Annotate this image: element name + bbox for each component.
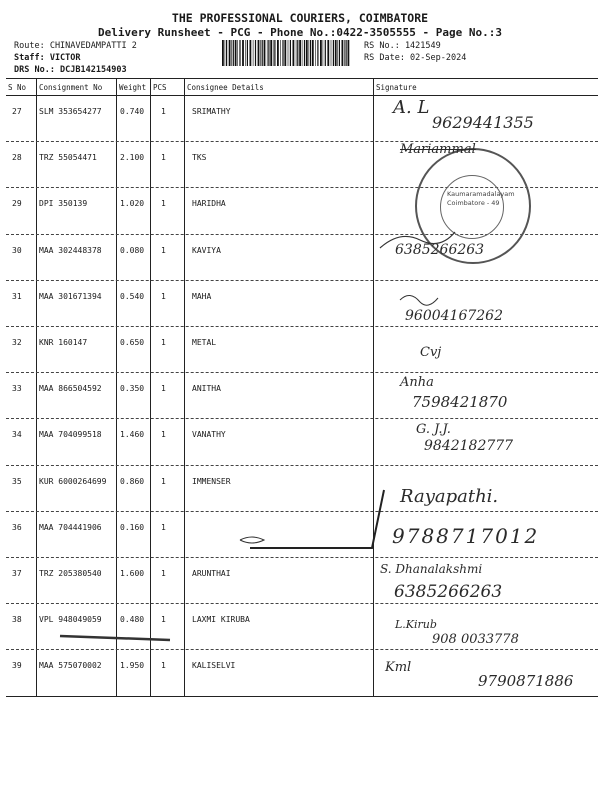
row-weight: 1.600	[120, 569, 145, 578]
row-consignee-name: KAVIYA	[192, 245, 221, 255]
school-seal-text: Kaumaramadalayam Coimbatore - 49	[447, 190, 515, 207]
row-sno: 30	[12, 245, 22, 255]
row-sno: 36	[12, 522, 22, 532]
row-weight: 0.860	[120, 476, 145, 486]
rs-number: RS No.: 1421549	[364, 41, 441, 51]
row-weight: 2.100	[120, 153, 145, 163]
signature-37-phone: 6385266263	[394, 582, 503, 602]
column-header-consignment: Consignment No	[39, 83, 103, 92]
column-header-weight: Weight	[119, 83, 147, 92]
column-header-consignee: Consignee Details	[187, 83, 264, 92]
signature-34-initial: G. J.J.	[416, 422, 451, 437]
row-weight: 0.740	[120, 107, 145, 116]
row-consignment-number: SLM 353654277	[39, 107, 102, 116]
row-weight: 0.350	[120, 384, 145, 394]
row-consignment-number: MAA 866504592	[39, 384, 102, 394]
column-header-signature: Signature	[376, 83, 417, 92]
column-header-pcs: PCS	[153, 83, 167, 92]
row-sno: 31	[12, 291, 22, 301]
signature-31-phone: 96004167262	[405, 308, 503, 324]
row-weight: 0.480	[120, 615, 145, 625]
signature-32-mark: Cvj	[420, 345, 442, 360]
signature-38-phone: 908 0033778	[432, 632, 519, 647]
row-sno: 39	[12, 661, 22, 671]
row-sno: 34	[12, 430, 22, 440]
row-consignment-number: MAA 301671394	[39, 291, 102, 301]
row-consignee-name: ARUNTHAI	[192, 569, 231, 578]
row-consignment-number: TRZ 55054471	[39, 153, 97, 163]
row-consignee-name: METAL	[192, 338, 217, 347]
row-pcs: 1	[161, 245, 166, 255]
row-consignment-number: MAA 704099518	[39, 430, 102, 440]
signature-27-phone: 9629441355	[432, 113, 534, 132]
runsheet-subtitle: Delivery Runsheet - PCG - Phone No.:0422-3505555 - Page No.:3	[98, 26, 502, 39]
row-sno: 28	[12, 153, 22, 163]
signature-28: Mariammal	[400, 142, 476, 157]
row-consignment-number: MAA 302448378	[39, 245, 102, 255]
row-consignee-name: IMMENSER	[192, 476, 231, 486]
signature-30-phone: 6385266263	[395, 242, 485, 258]
row-pcs: 1	[161, 569, 166, 578]
row-sno: 27	[12, 107, 22, 116]
row-pcs: 1	[161, 430, 166, 440]
signature-34-phone: 9842182777	[424, 438, 514, 454]
staff-label: Staff: VICTOR	[14, 53, 81, 63]
row-sno: 37	[12, 569, 22, 578]
row-weight: 0.160	[120, 522, 145, 532]
row-consignee-name: SRIMATHY	[192, 107, 231, 116]
row-consignment-number: MAA 575070002	[39, 661, 102, 671]
signature-37-name: S. Dhanalakshmi	[380, 562, 483, 576]
row-pcs: 1	[161, 199, 166, 209]
row-pcs: 1	[161, 476, 166, 486]
row-pcs: 1	[161, 291, 166, 301]
row-weight: 1.020	[120, 199, 145, 209]
route-label: Route: CHINAVEDAMPATTI 2	[14, 41, 137, 51]
row-pcs: 1	[161, 153, 166, 163]
row-consignee-name: VANATHY	[192, 430, 226, 440]
signature-33-initial: Anha	[400, 375, 434, 390]
row-weight: 1.460	[120, 430, 145, 440]
row-consignee-name: HARIDHA	[192, 199, 226, 209]
row-consignment-number: KNR 160147	[39, 338, 88, 347]
row-consignment-number: KUR 6000264699	[39, 476, 107, 486]
rs-date: RS Date: 02-Sep-2024	[364, 53, 467, 63]
signature-33-phone: 7598421870	[412, 393, 508, 411]
row-consignee-name: KALISELVI	[192, 661, 236, 671]
row-pcs: 1	[161, 522, 166, 532]
row-sno: 38	[12, 615, 22, 625]
signature-35: Rayapathi.	[400, 486, 499, 507]
row-consignment-number: MAA 704441906	[39, 522, 102, 532]
row-pcs: 1	[161, 384, 166, 394]
row-weight: 1.950	[120, 661, 145, 671]
row-weight: 0.540	[120, 291, 145, 301]
drs-label: DRS No.: DCJB142154903	[14, 65, 127, 75]
row-consignee-name: MAHA	[192, 291, 212, 301]
row-sno: 32	[12, 338, 22, 347]
page-title: THE PROFESSIONAL COURIERS, COIMBATORE	[171, 11, 429, 25]
row-pcs: 1	[161, 338, 166, 347]
row-sno: 35	[12, 476, 22, 486]
row-consignee-name: ANITHA	[192, 384, 221, 394]
signature-36-phone: 9788717012	[392, 524, 540, 548]
row-pcs: 1	[161, 661, 166, 671]
row-consignee-name: LAXMI KIRUBA	[192, 615, 250, 625]
row-sno: 29	[12, 199, 22, 209]
signature-39-phone: 9790871886	[478, 672, 574, 690]
row-pcs: 1	[161, 615, 166, 625]
row-consignment-number: TRZ 205380540	[39, 569, 102, 578]
row-sno: 33	[12, 384, 22, 394]
column-header-sno: S No	[8, 83, 27, 92]
row-weight: 0.650	[120, 338, 145, 347]
row-weight: 0.080	[120, 245, 145, 255]
row-pcs: 1	[161, 107, 166, 116]
signature-27-initial: A. L	[393, 97, 430, 118]
signature-39-initial: Kml	[385, 660, 412, 675]
row-consignment-number: DPI 350139	[39, 199, 88, 209]
signature-38-initial: L.Kirub	[395, 618, 437, 631]
row-consignment-number: VPL 948049059	[39, 615, 102, 625]
row-consignee-name: TKS	[192, 153, 207, 163]
